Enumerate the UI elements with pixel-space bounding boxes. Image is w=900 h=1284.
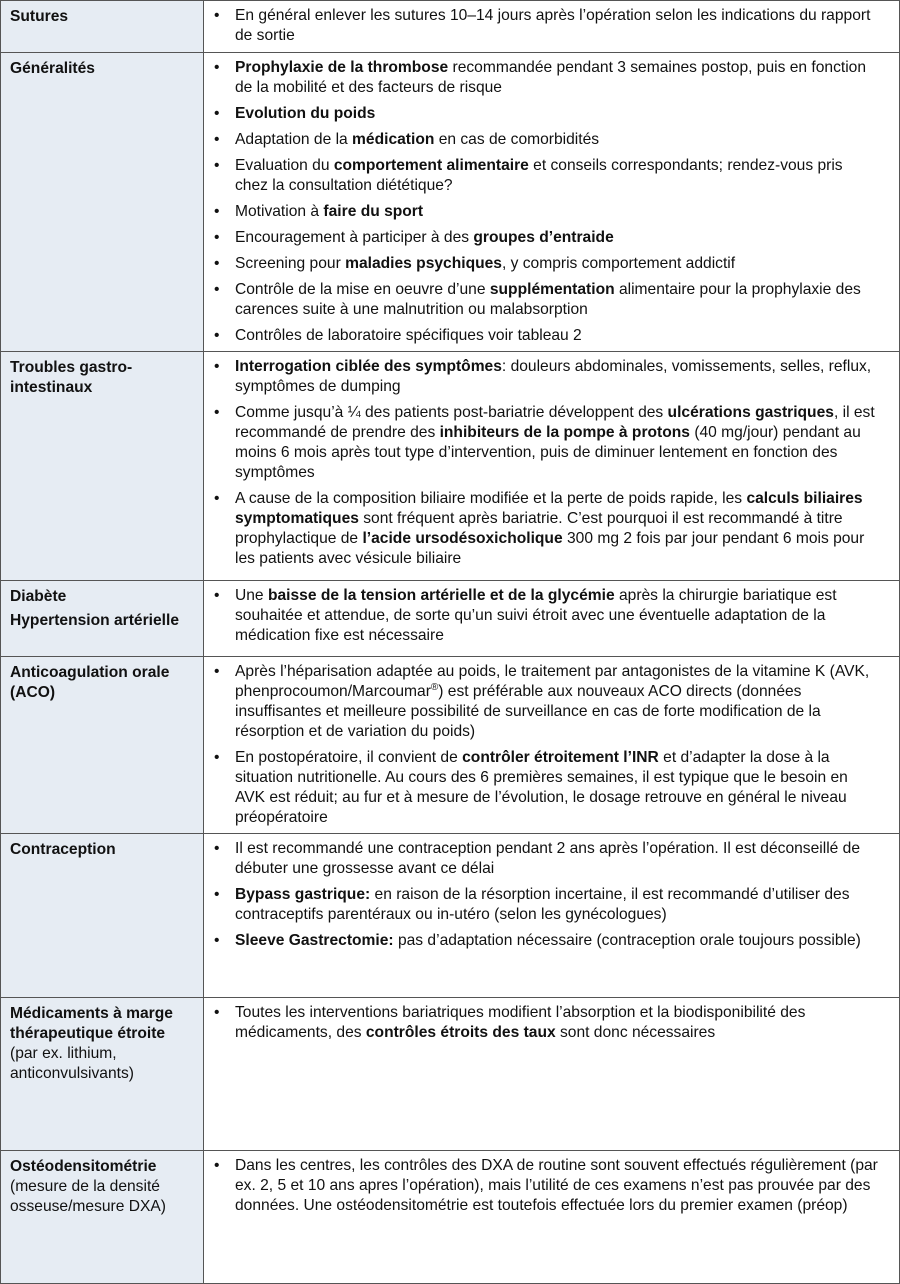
row-label-cell xyxy=(1,998,204,1151)
bullet-text: , y compris comportement addictif xyxy=(501,255,736,272)
row-content-cell xyxy=(204,1151,900,1284)
emphasis-text: Sleeve Gastrectomie: xyxy=(235,932,394,949)
bullet-text: Contrôles de laboratoire spécifiques voir tableau 2 xyxy=(235,327,582,344)
bullet-text: Il est recommandé une contraception pendant 2 ans après l’opération. Il est déconseillé de débuter une grossesse avant ce délai xyxy=(235,840,861,877)
list-item xyxy=(214,6,879,46)
bullet-list xyxy=(214,1003,879,1043)
list-item xyxy=(214,403,879,483)
bullet-text: en raison de la résorption incertaine, il est recommandé d’utiliser des contraceptifs parentéraux ou in-utéro (selon les gynécologues) xyxy=(235,886,850,923)
list-item xyxy=(214,130,879,150)
row-label: (par ex. lithium, anticonvulsivants) xyxy=(10,1045,134,1082)
row-content-cell xyxy=(204,834,900,998)
list-item xyxy=(214,326,879,346)
bullet-text: Motivation à xyxy=(235,203,324,220)
row-label-cell xyxy=(1,657,204,834)
list-item xyxy=(214,839,879,879)
bullet-text: ) est préférable aux nouveaux ACO directs (données insuffisantes et meilleure possibilité de surveillance en cas de forte modification de la résorption et de variation du poids) xyxy=(235,683,821,740)
emphasis-text: contrôles étroits des taux xyxy=(365,1024,556,1041)
emphasis-text: contrôler étroitement l’INR xyxy=(462,749,659,766)
row-content-cell xyxy=(204,1,900,53)
table-row xyxy=(1,1,900,53)
emphasis-text: groupes d’entraide xyxy=(473,229,614,246)
bullet-list xyxy=(214,6,879,46)
row-label-cell xyxy=(1,352,204,581)
table-body xyxy=(1,1,900,1284)
bullet-text: Après l’héparisation adaptée au poids, le traitement par antagonistes de la vitamine K (AVK, phenprocoumon/Marcoumar xyxy=(235,663,870,700)
emphasis-text: calculs biliaires symptomatiques xyxy=(235,490,863,527)
row-content-cell xyxy=(204,53,900,352)
bullet-text: Toutes les interventions bariatriques modifient l’absorption et la biodisponibilité des médicaments, des xyxy=(235,1004,806,1041)
bullet-text: Une xyxy=(235,587,268,604)
list-item xyxy=(214,662,879,742)
bullet-text: recommandée pendant 3 semaines postop, puis en fonction de la mobilité et des facteurs de risque xyxy=(235,59,867,96)
list-item xyxy=(214,885,879,925)
list-item xyxy=(214,748,879,828)
row-label-cell xyxy=(1,53,204,352)
table-row xyxy=(1,1151,900,1284)
bullet-text: pas d’adaptation nécessaire (contraception orale toujours possible) xyxy=(393,932,861,949)
row-label: Diabète xyxy=(10,588,67,605)
table-row xyxy=(1,998,900,1151)
bullet-text: alimentaire pour la prophylaxie des carences suite à une malnutrition ou malabsorption xyxy=(235,281,861,318)
bullet-list xyxy=(214,58,879,346)
emphasis-text: supplémentation xyxy=(489,281,615,298)
bullet-list xyxy=(214,662,879,828)
row-label-cell xyxy=(1,834,204,998)
list-item xyxy=(214,104,879,124)
bullet-text: en cas de comorbidités xyxy=(434,131,600,148)
bullet-text: Dans les centres, les contrôles des DXA de routine sont souvent effectués régulièrement (par ex. 2, 5 et 10 ans apres l’opération), mais l’utilité de ces examens n’est pas prouvée par des données. Une ostéodensitométrie est toutefois effectuée lors du premier examen (préop) xyxy=(235,1157,878,1214)
list-item xyxy=(214,202,879,222)
row-content-cell xyxy=(204,657,900,834)
emphasis-text: baisse de la tension artérielle et de la glycémie xyxy=(267,587,615,604)
emphasis-text: inhibiteurs de la pompe à protons xyxy=(439,424,690,441)
bullet-text: ® xyxy=(430,681,439,693)
table-row xyxy=(1,581,900,657)
row-label: Anticoagulation orale (ACO) xyxy=(10,664,170,701)
table-row xyxy=(1,352,900,581)
row-label-cell xyxy=(1,1151,204,1284)
row-label: Sutures xyxy=(10,8,69,25)
emphasis-text: Prophylaxie de la thrombose xyxy=(235,59,449,76)
bullet-text: Screening pour xyxy=(235,255,346,272)
row-label: Médicaments à marge thérapeutique étroite xyxy=(10,1005,173,1042)
bullet-text: et conseils correspondants; rendez-vous pris chez la consultation diététique? xyxy=(235,157,843,194)
bullet-text: : douleurs abdominales, vomissements, selles, reflux, symptômes de dumping xyxy=(235,358,872,395)
list-item xyxy=(214,228,879,248)
list-item xyxy=(214,357,879,397)
bullet-text: Evaluation du xyxy=(235,157,334,174)
table-row xyxy=(1,53,900,352)
emphasis-text: Evolution du poids xyxy=(235,105,376,122)
emphasis-text: Bypass gastrique: xyxy=(235,886,371,903)
bullet-text: En postopératoire, il convient de xyxy=(235,749,463,766)
emphasis-text: médication xyxy=(352,131,435,148)
table-row xyxy=(1,657,900,834)
bullet-text: après la chirurgie bariatique est souhaitée et attendue, de sorte qu’un suivi étroit avec une éventuelle adaptation de la médication fixe est nécessaire xyxy=(235,587,837,644)
bullet-text: et d’adapter la dose à la situation nutritionelle. Au cours des 6 premières semaines, il est typique que le besoin en AVK est réduit; au fur et à mesure de l’évolution, le dosage retrouve en général le niveau préopératoire xyxy=(235,749,848,826)
list-item xyxy=(214,58,879,98)
emphasis-text: ulcérations gastriques xyxy=(667,404,834,421)
bullet-list xyxy=(214,1156,879,1216)
emphasis-text: faire du sport xyxy=(323,203,424,220)
bullet-text: sont fréquent après bariatrie. C’est pourquoi il est recommandé à titre prophylactique de xyxy=(235,510,843,547)
bullet-list xyxy=(214,839,879,951)
bullet-text: A cause de la composition biliaire modifiée et la perte de poids rapide, les xyxy=(235,490,747,507)
row-content-cell xyxy=(204,352,900,581)
list-item xyxy=(214,931,879,951)
row-label: Contraception xyxy=(10,841,116,858)
row-label-cell xyxy=(1,581,204,657)
list-item xyxy=(214,489,879,569)
bullet-text: , il est recommandé de prendre des xyxy=(235,404,875,441)
bullet-text: Contrôle de la mise en oeuvre d’une xyxy=(235,281,490,298)
bullet-list xyxy=(214,357,879,569)
emphasis-text: Interrogation ciblée des symptômes xyxy=(235,358,502,375)
bullet-text: Adaptation de la xyxy=(235,131,353,148)
list-item xyxy=(214,1156,879,1216)
bullet-text: Encouragement à participer à des xyxy=(235,229,474,246)
emphasis-text: maladies psychiques xyxy=(345,255,502,272)
row-content-cell xyxy=(204,581,900,657)
row-content-cell xyxy=(204,998,900,1151)
emphasis-text: comportement alimentaire xyxy=(333,157,529,174)
emphasis-text: l’acide ursodésoxicholique xyxy=(362,530,563,547)
row-label: (mesure de la densité osseuse/mesure DXA) xyxy=(10,1178,166,1215)
row-label: Troubles gastro-intestinaux xyxy=(10,359,133,396)
row-label-cell xyxy=(1,1,204,53)
table-row xyxy=(1,834,900,998)
bullet-text: (40 mg/jour) pendant au moins 6 mois après tout type d’intervention, puis de diminuer lentement en fonction des symptômes xyxy=(235,424,861,481)
list-item xyxy=(214,280,879,320)
row-label: Hypertension artérielle xyxy=(10,612,179,629)
bullet-text: Comme jusqu’à ¼ des patients post-bariatrie développent des xyxy=(235,404,668,421)
row-label: Ostéodensitométrie xyxy=(10,1158,157,1175)
bullet-text: sont donc nécessaires xyxy=(555,1024,716,1041)
bullet-text: En général enlever les sutures 10–14 jours après l’opération selon les indications du rapport de sortie xyxy=(235,7,871,44)
list-item xyxy=(214,254,879,274)
bullet-list xyxy=(214,586,879,646)
list-item xyxy=(214,586,879,646)
row-label: Généralités xyxy=(10,60,95,77)
bullet-text: 300 mg 2 fois par jour pendant 6 mois pour les patients avec vésicule biliaire xyxy=(235,530,865,567)
list-item xyxy=(214,1003,879,1043)
list-item xyxy=(214,156,879,196)
